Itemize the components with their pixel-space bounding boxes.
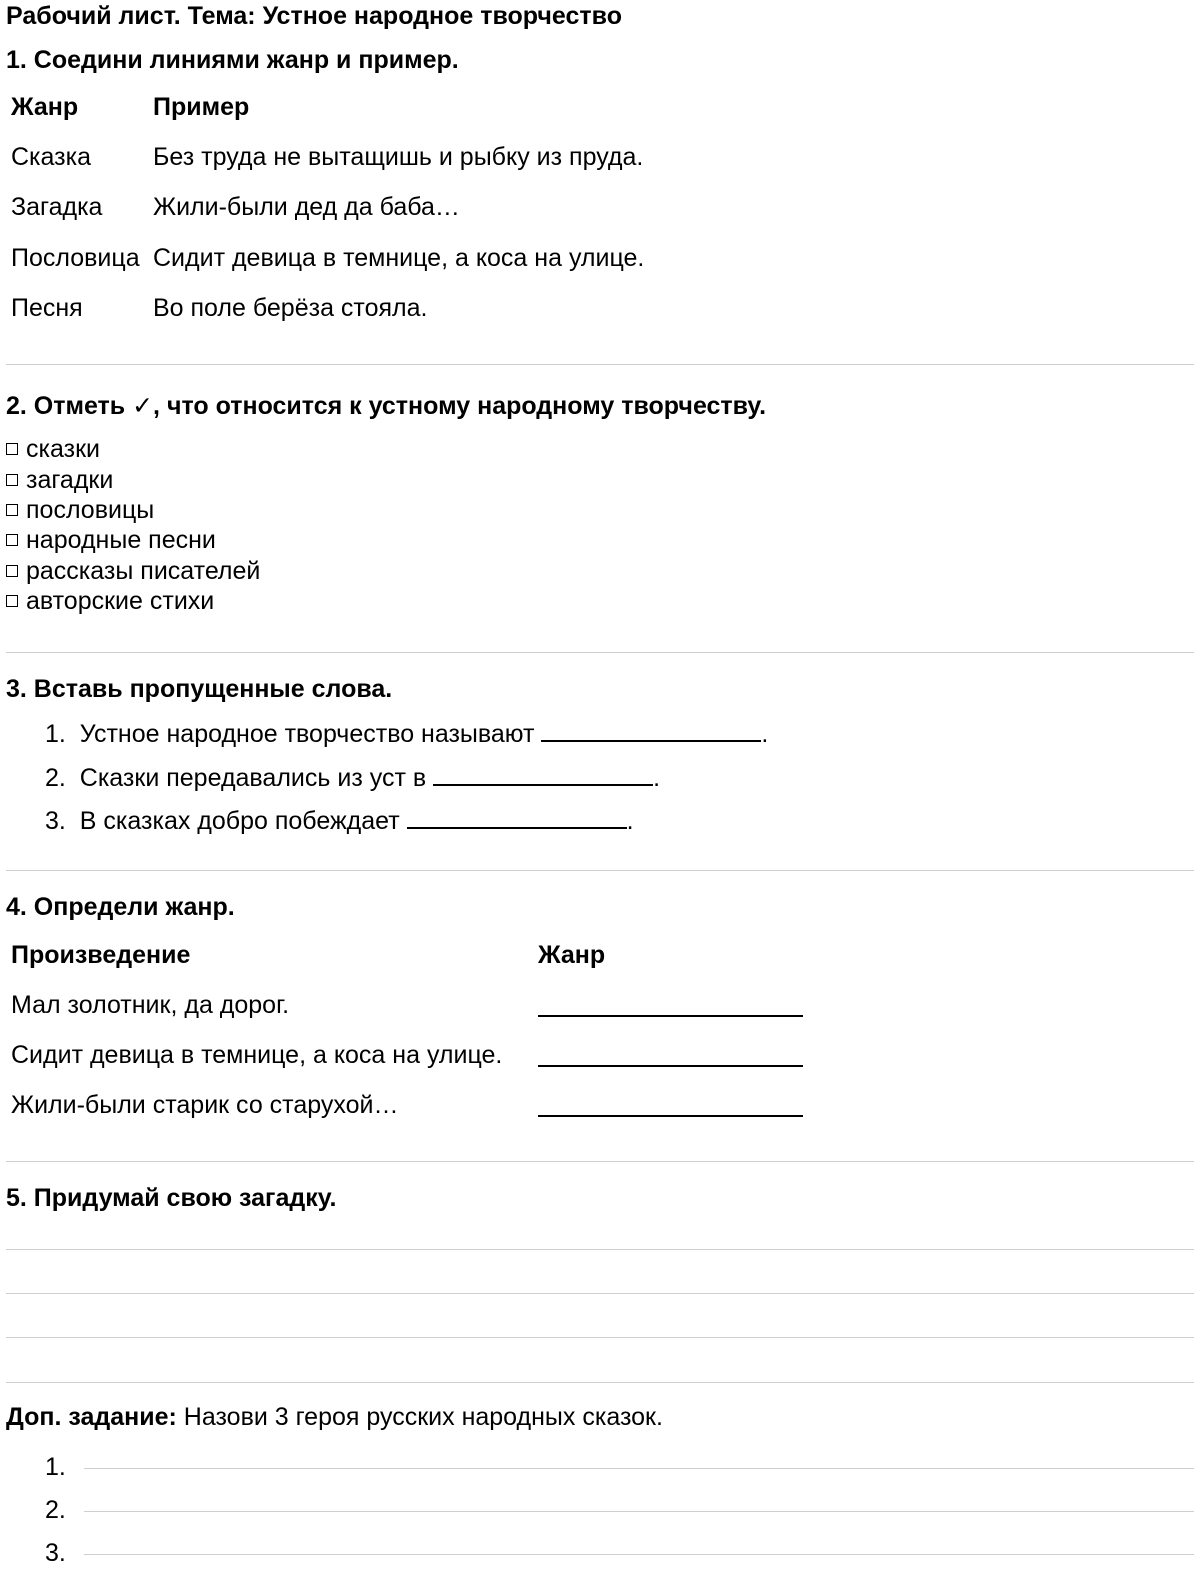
item-number: 1. <box>45 720 66 748</box>
task4-heading: 4. Определи жанр. <box>6 893 235 921</box>
task4-work: Мал золотник, да дорог. <box>11 991 290 1019</box>
task1-col-genre: Жанр <box>11 93 79 121</box>
extra-task <box>6 1403 663 1432</box>
answer-line[interactable] <box>84 1468 1194 1469</box>
task4-col-work: Произведение <box>11 941 191 969</box>
task4-work: Жили-были старик со старухой… <box>11 1091 399 1119</box>
task1-genre: Сказка <box>11 143 92 171</box>
item-number: 3. <box>45 807 66 835</box>
task5-heading: 5. Придумай свою загадку. <box>6 1184 337 1212</box>
checkbox-icon[interactable] <box>6 565 18 577</box>
fill-in-item <box>45 762 660 793</box>
task2-heading: 2. Отметь ✓, что относится к устному народному творчеству. <box>6 392 767 420</box>
task3-heading: 3. Вставь пропущенные слова. <box>6 675 393 703</box>
answer-blank[interactable] <box>407 805 627 829</box>
extra-text: Назови 3 героя русских народных сказок. <box>176 1403 663 1431</box>
divider <box>6 652 1194 653</box>
checkbox-option[interactable] <box>6 526 216 555</box>
checkbox-icon[interactable] <box>6 474 18 486</box>
period: . <box>653 764 661 792</box>
item-text: Сказки передавались из уст в <box>79 764 427 792</box>
option-label: сказки <box>26 435 100 463</box>
genre-blank-row <box>538 993 803 1022</box>
task1-example: Во поле берёза стояла. <box>153 294 428 322</box>
page-title: Рабочий лист. Тема: Устное народное творчество <box>6 2 622 30</box>
extra-label: Доп. задание: <box>6 1403 177 1431</box>
checkbox-option[interactable] <box>6 466 113 495</box>
item-number: 2. <box>45 764 66 792</box>
checkbox-icon[interactable] <box>6 504 18 516</box>
answer-number: 2. <box>45 1496 66 1524</box>
divider <box>6 364 1194 365</box>
task1-example: Без труда не вытащишь и рыбку из пруда. <box>153 143 644 171</box>
task1-genre: Загадка <box>11 193 103 221</box>
task1-example: Сидит девица в темнице, а коса на улице. <box>153 244 645 272</box>
option-label: авторские стихи <box>26 587 215 615</box>
task4-col-genre: Жанр <box>538 941 606 969</box>
task4-work: Сидит девица в темнице, а коса на улице. <box>11 1041 503 1069</box>
task1-heading: 1. Соедини линиями жанр и пример. <box>6 46 459 74</box>
option-label: рассказы писателей <box>26 557 261 585</box>
genre-blank-row <box>538 1093 803 1122</box>
task1-example: Жили-были дед да баба… <box>153 193 460 221</box>
item-text: Устное народное творчество называют <box>79 720 535 748</box>
option-label: пословицы <box>26 496 155 524</box>
period: . <box>626 807 634 835</box>
divider <box>6 870 1194 871</box>
task1-genre: Песня <box>11 294 83 322</box>
answer-number: 3. <box>45 1539 66 1567</box>
writing-line[interactable] <box>6 1337 1194 1338</box>
answer-blank[interactable] <box>541 718 761 742</box>
checkbox-icon[interactable] <box>6 443 18 455</box>
checkbox-icon[interactable] <box>6 534 18 546</box>
answer-line[interactable] <box>84 1511 1194 1512</box>
writing-line[interactable] <box>6 1293 1194 1294</box>
answer-blank[interactable] <box>538 1093 803 1117</box>
task1-col-example: Пример <box>153 93 250 121</box>
checkbox-option[interactable] <box>6 587 214 616</box>
checkbox-icon[interactable] <box>6 595 18 607</box>
item-text: В сказках добро побеждает <box>79 807 400 835</box>
option-label: народные песни <box>26 526 216 554</box>
answer-line[interactable] <box>84 1554 1194 1555</box>
divider <box>6 1161 1194 1162</box>
task1-genre: Пословица <box>11 244 140 272</box>
checkbox-option[interactable] <box>6 435 100 464</box>
answer-blank[interactable] <box>538 993 803 1017</box>
checkbox-option[interactable] <box>6 496 154 525</box>
fill-in-item <box>45 718 768 749</box>
writing-line[interactable] <box>6 1249 1194 1250</box>
writing-line[interactable] <box>6 1382 1194 1383</box>
answer-blank[interactable] <box>433 762 653 786</box>
checkbox-option[interactable] <box>6 557 260 586</box>
answer-number: 1. <box>45 1453 66 1481</box>
fill-in-item <box>45 805 634 836</box>
period: . <box>761 720 769 748</box>
genre-blank-row <box>538 1043 803 1072</box>
option-label: загадки <box>26 466 114 494</box>
answer-blank[interactable] <box>538 1043 803 1067</box>
